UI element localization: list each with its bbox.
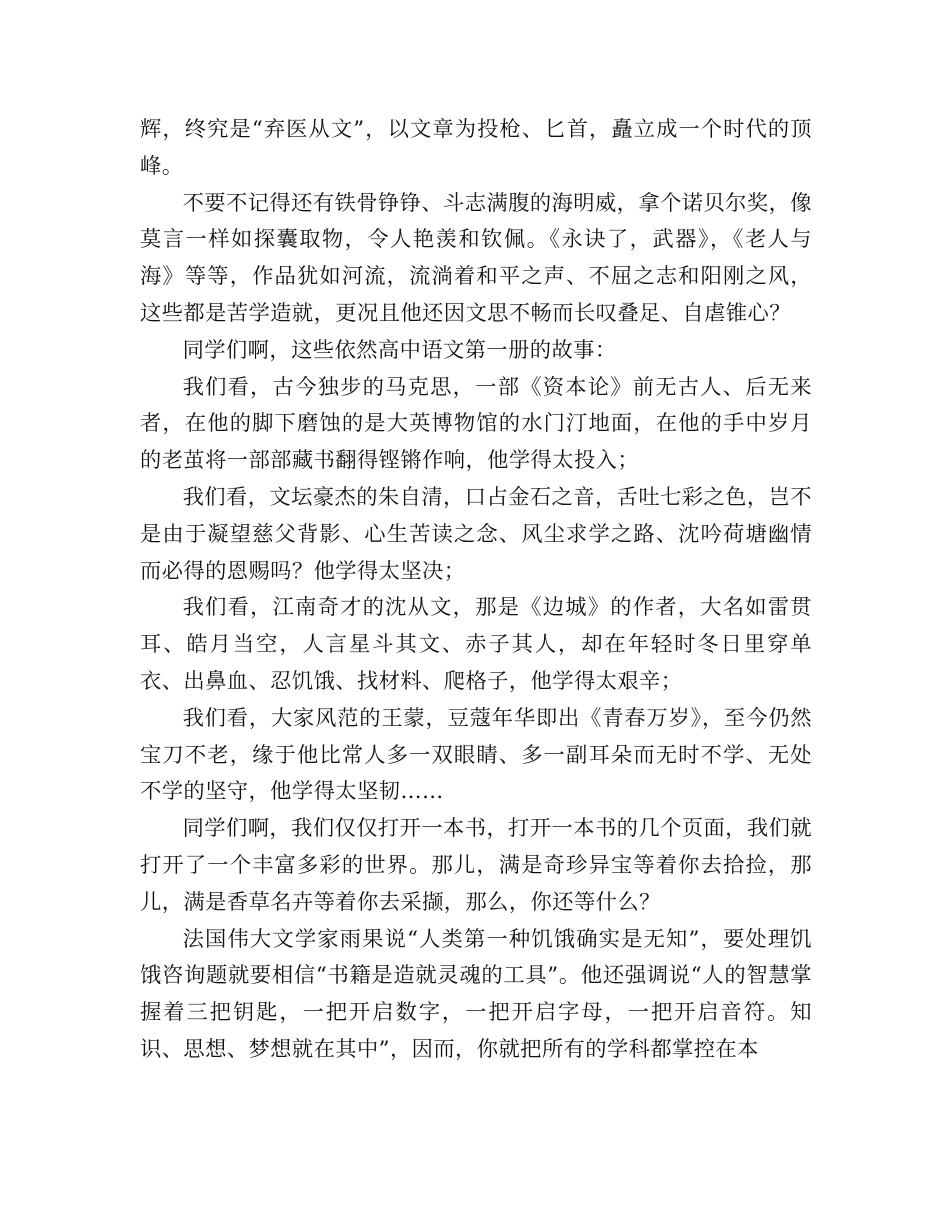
paragraph-hugo: 法国伟大文学家雨果说“人类第一种饥饿确实是无知”，要处理饥饿咨询题就要相信“书籍是造就灵魂的工具”。他还强调说“人的智慧掌握着三把钥匙，一把开启数字，一把开启字母，一把开启音符。知识、思想、梦想就在其中”，因而，你就把所有的学科都掌控在本 bbox=[140, 926, 812, 1062]
paragraph-textbook-stories: 同学们啊，这些依然高中语文第一册的故事： bbox=[182, 337, 617, 363]
paragraph-continuation: 辉，终究是“弃医从文”，以文章为投枪、匕首，矗立成一个时代的顶峰。 bbox=[140, 117, 812, 179]
paragraph-zhu-ziqing: 我们看，文坛豪杰的朱自清，口占金石之音，舌吐七彩之色，岂不是由于凝望慈父背影、心生苦读之念、风尘求学之路、沈吟荷塘幽情而必得的恩赐吗？他学得太坚决； bbox=[140, 484, 812, 584]
paragraph-hemingway: 不要不记得还有铁骨铮铮、斗志满腹的海明威，拿个诺贝尔奖，像莫言一样如探囊取物，令人艳羡和钦佩。《永诀了，武器》，《老人与海》等等，作品犹如河流，流淌着和平之声、不屈之志和阳刚之风，这些都是苦学造就，更况且他还因文思不畅而长叹叠足、自虐锥心？ bbox=[140, 190, 812, 326]
paragraph-open-a-book: 同学们啊，我们仅仅打开一本书，打开一本书的几个页面，我们就打开了一个丰富多彩的世界。那儿，满是奇珍异宝等着你去拾捡，那儿，满是香草名卉等着你去采撷，那么，你还等什么？ bbox=[140, 816, 812, 915]
paragraph-marx: 我们看，古今独步的马克思，一部《资本论》前无古人、后无来者，在他的脚下磨蚀的是大英博物馆的水门汀地面，在他的手中岁月的老茧将一部部藏书翻得铿锵作响，他学得太投入； bbox=[140, 374, 812, 474]
paragraph-wang-meng: 我们看，大家风范的王蒙，豆蔻年华即出《青春万岁》，至今仍然宝刀不老，缘于他比常人多一双眼睛、多一副耳朵而无时不学、无处不学的坚守，他学得太坚韧…… bbox=[140, 705, 812, 805]
paragraph-shen-congwen: 我们看，江南奇才的沈从文，那是《边城》的作者，大名如雷贯耳、皓月当空，人言星斗其文、赤子其人，却在年轻时冬日里穿单衣、出鼻血、忍饥饿、找材料、爬格子，他学得太艰辛； bbox=[140, 595, 812, 694]
body-text bbox=[140, 112, 812, 1069]
